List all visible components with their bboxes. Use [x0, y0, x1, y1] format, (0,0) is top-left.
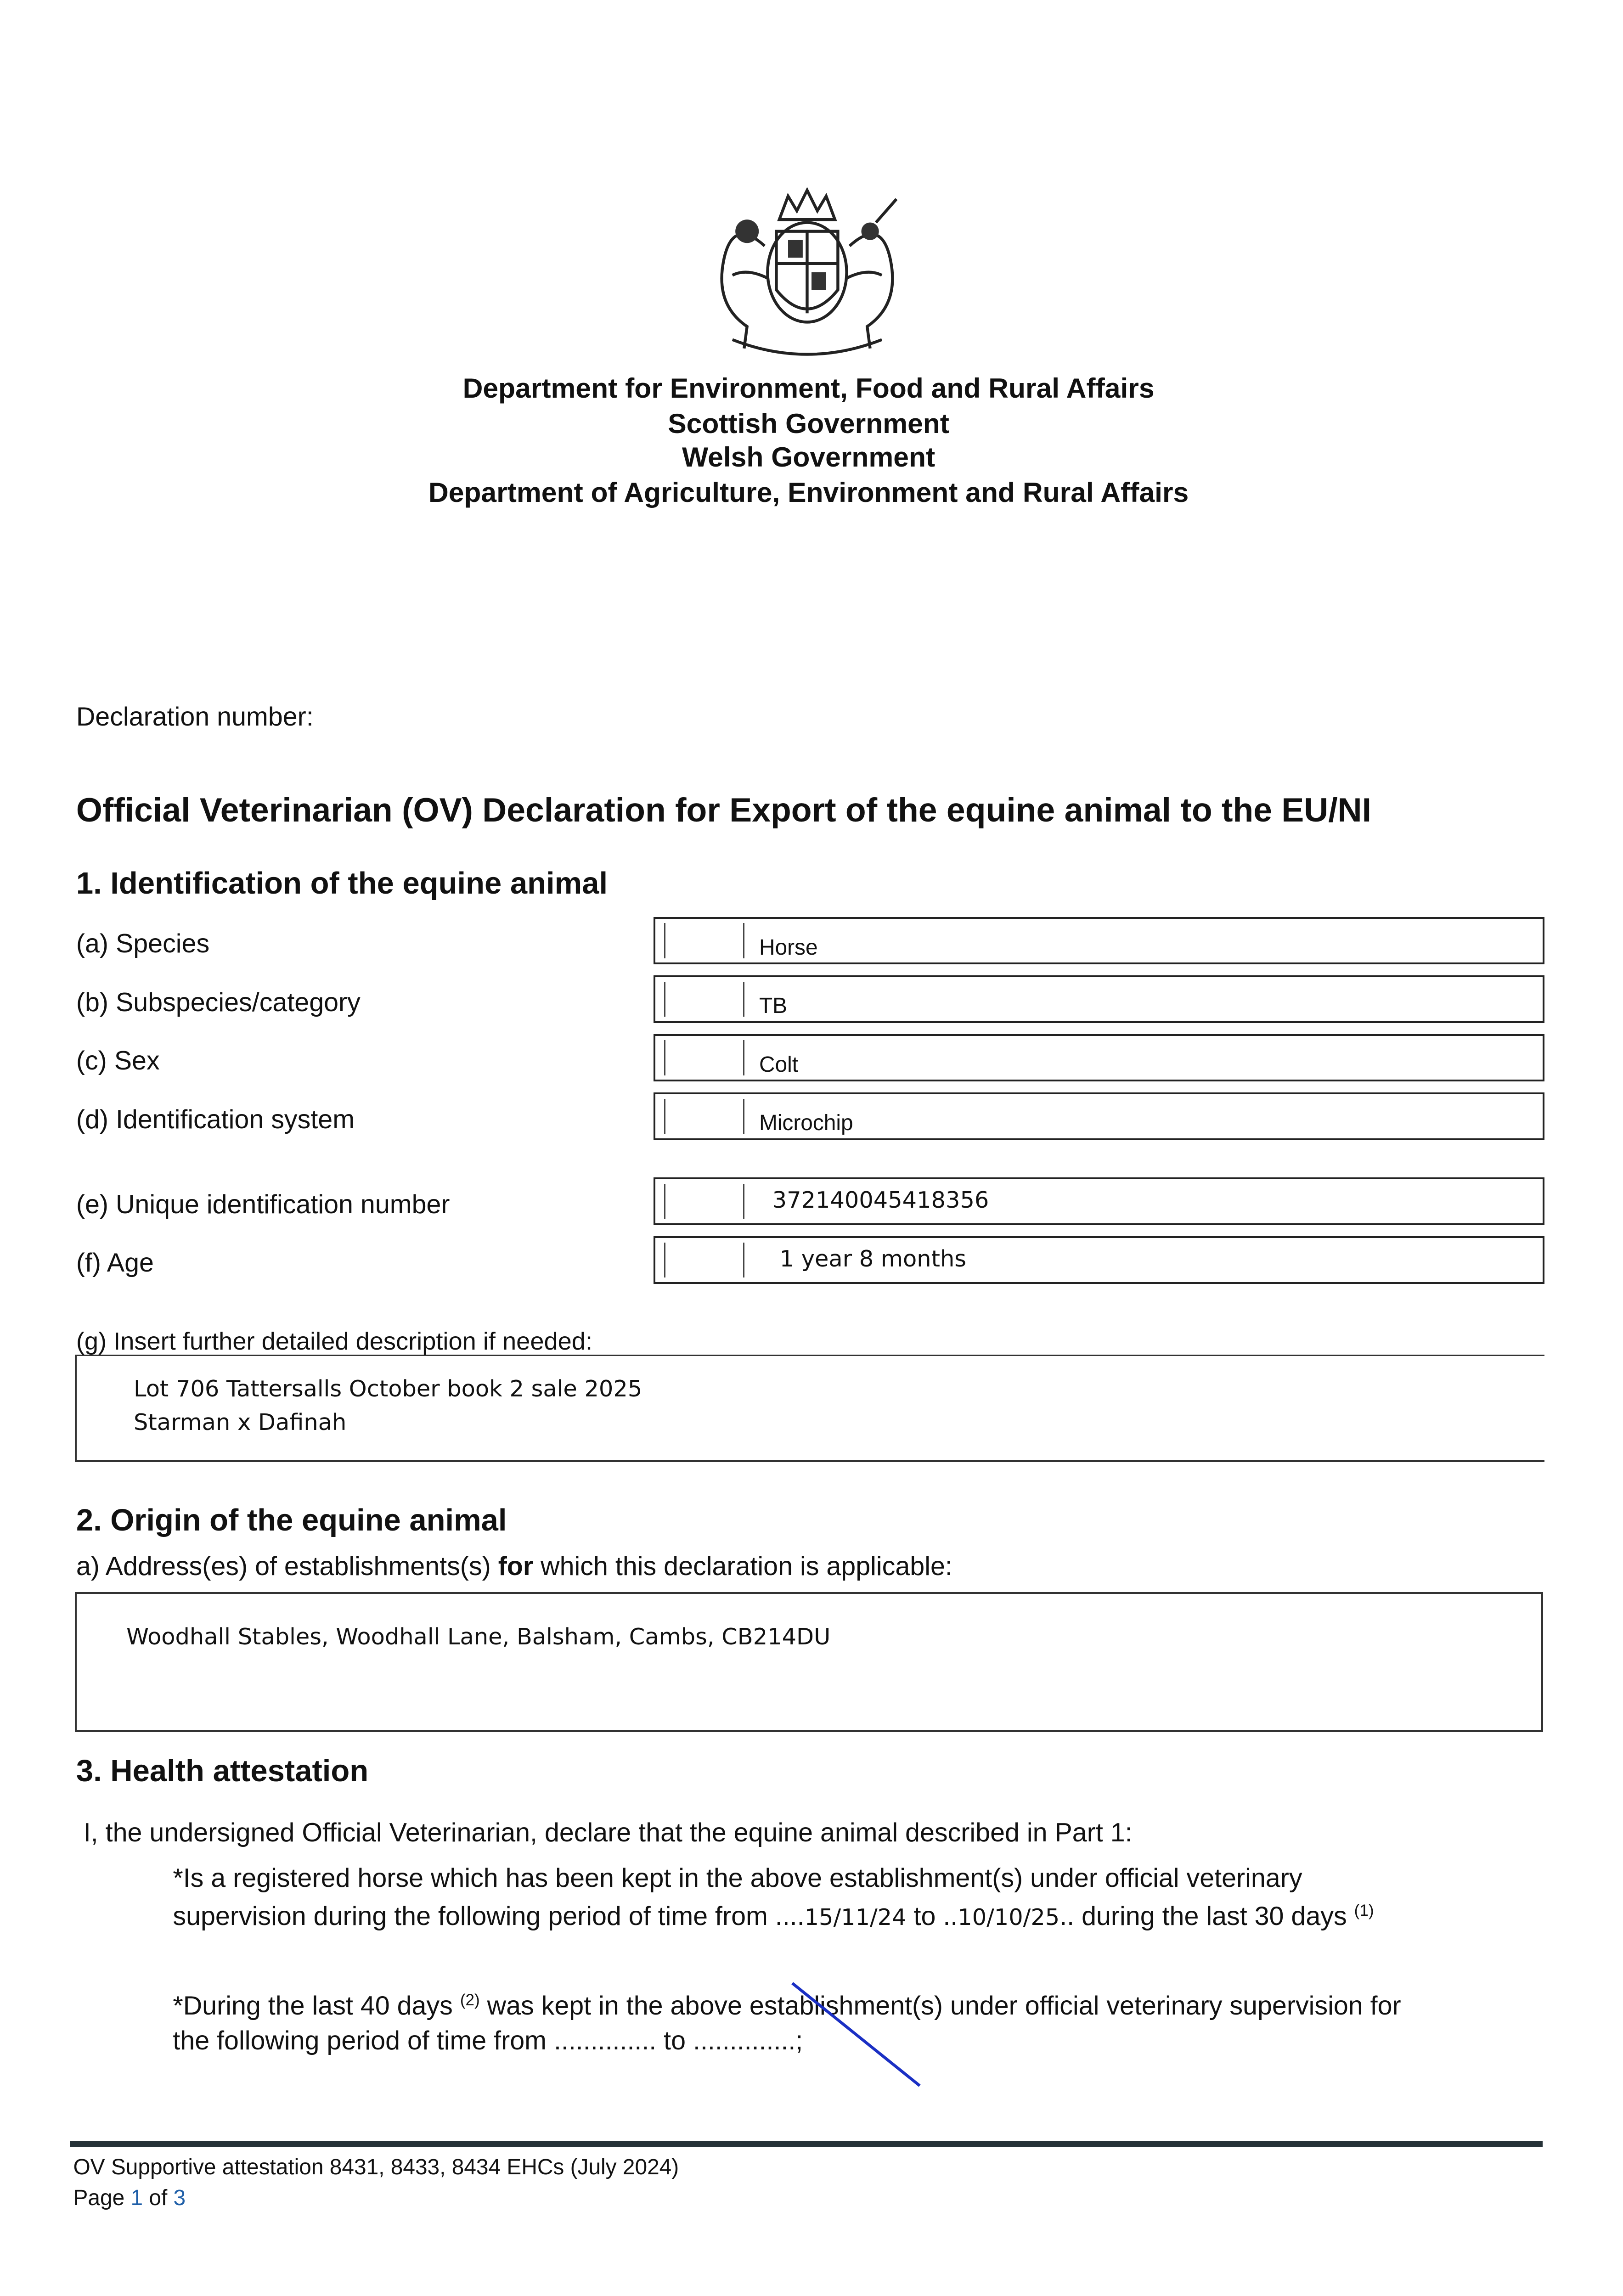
- species-field[interactable]: [654, 917, 1545, 965]
- sex-field[interactable]: [654, 1034, 1545, 1082]
- description-label: (g) Insert further detailed description if needed:: [76, 1327, 593, 1355]
- uid-label: (e) Unique identification number: [76, 1189, 450, 1219]
- section1-heading: 1. Identification of the equine animal: [76, 866, 608, 900]
- address-field[interactable]: [75, 1592, 1544, 1732]
- species-label: (a) Species: [76, 929, 210, 959]
- attestation-p1-line1: *Is a registered horse which has been kept in the above establishment(s) under official veterinary: [173, 1863, 1302, 1893]
- species-value: Horse: [759, 935, 818, 960]
- attestation-p2-line2: the following period of time from .............. to ..............;: [173, 2026, 803, 2056]
- age-field[interactable]: [654, 1236, 1545, 1284]
- pen-strike-mark: [783, 1977, 930, 2094]
- uid-value: 372140045418356: [772, 1187, 989, 1214]
- royal-crest-icon: [703, 187, 911, 360]
- from-date: 15/11/24: [804, 1903, 907, 1930]
- to-date: 10/10/25: [958, 1903, 1060, 1930]
- age-value: 1 year 8 months: [779, 1245, 967, 1272]
- age-label: (f) Age: [76, 1248, 154, 1278]
- subspecies-label: (b) Subspecies/category: [76, 987, 361, 1017]
- id-system-field[interactable]: [654, 1092, 1545, 1140]
- dept-welsh-gov: Welsh Government: [682, 441, 935, 473]
- attestation-p2-line1: *During the last 40 days $^{(2)}$ was kept in the above establishment(s) under official veterinary supervision for: [173, 1991, 1401, 2020]
- description-field[interactable]: [75, 1355, 1544, 1462]
- id-system-value: Microchip: [759, 1111, 853, 1136]
- page-title: Official Veterinarian (OV) Declaration for Export of the equine animal to the EU/NI: [76, 791, 1371, 829]
- sex-label: (c) Sex: [76, 1046, 160, 1076]
- uid-field[interactable]: [654, 1177, 1545, 1225]
- attestation-p1-line2: supervision during the following period of time from ....15/11/24 to ..10/10/25.. during the last 30 days $^{(1)}$: [173, 1901, 1374, 1931]
- dept-daera: Department of Agriculture, Environment and Rural Affairs: [428, 476, 1189, 508]
- address-label: a) Address(es) of establishments(s) for which this declaration is applicable:: [76, 1551, 952, 1581]
- dept-defra: Department for Environment, Food and Rural Affairs: [462, 372, 1155, 404]
- sex-value: Colt: [759, 1052, 799, 1077]
- description-line-1: Lot 706 Tattersalls October book 2 sale 2025: [134, 1375, 642, 1402]
- section3-heading: 3. Health attestation: [76, 1753, 369, 1788]
- page-number: Page 1 of 3: [73, 2185, 186, 2210]
- dept-scottish-gov: Scottish Government: [668, 407, 949, 439]
- subspecies-value: TB: [759, 994, 788, 1019]
- address-value: Woodhall Stables, Woodhall Lane, Balsham, Cambs, CB214DU: [126, 1623, 831, 1650]
- declaration-number-label: Declaration number:: [76, 702, 314, 732]
- footer-form-ref: OV Supportive attestation 8431, 8433, 8434 EHCs (July 2024): [73, 2155, 679, 2179]
- subspecies-field[interactable]: [654, 975, 1545, 1023]
- id-system-label: (d) Identification system: [76, 1104, 355, 1134]
- section2-heading: 2. Origin of the equine animal: [76, 1503, 507, 1538]
- attestation-intro: I, the undersigned Official Veterinarian, declare that the equine animal described in Part 1:: [83, 1818, 1133, 1848]
- description-line-2: Starman x Dafinah: [134, 1409, 347, 1436]
- footer-rule: [70, 2141, 1542, 2147]
